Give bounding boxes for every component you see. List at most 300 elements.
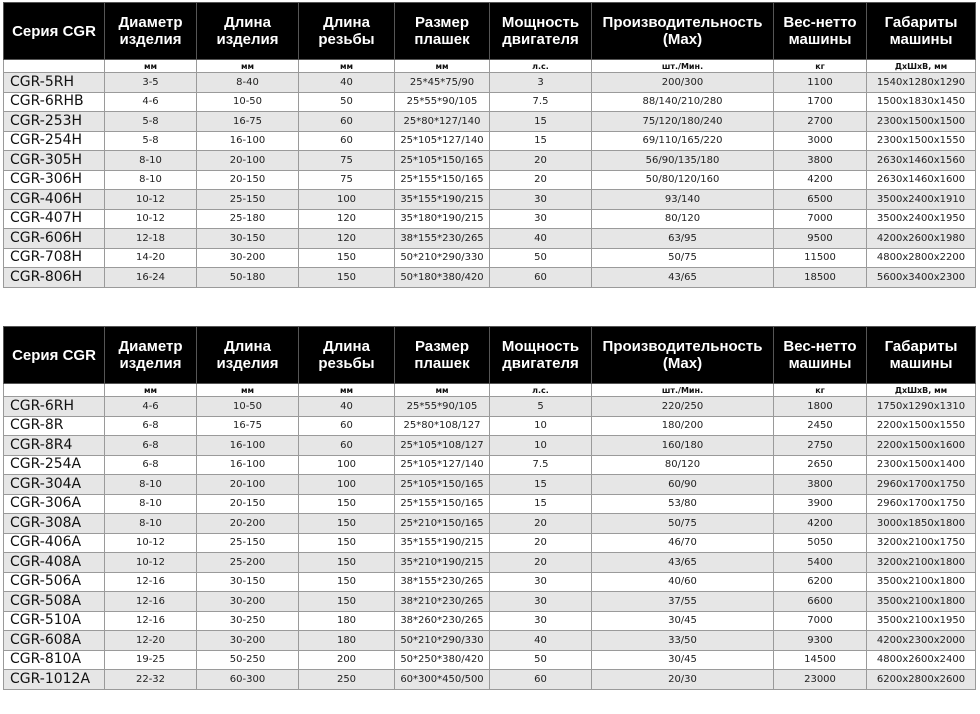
table-row	[4, 151, 976, 171]
unit-diameter: мм	[105, 384, 197, 397]
cell-productivity: 63/95	[592, 229, 774, 249]
cell-productivity: 75/120/180/240	[592, 112, 774, 132]
cell-power: 20	[490, 553, 592, 573]
cell-thread: 40	[299, 73, 395, 93]
cell-productivity: 56/90/135/180	[592, 151, 774, 171]
table-row	[4, 475, 976, 495]
cell-length: 25-180	[197, 209, 299, 229]
cell-dimensions: 4200x2300x2000	[867, 631, 976, 651]
table-body	[4, 73, 976, 288]
cell-productivity: 88/140/210/280	[592, 92, 774, 112]
cell-dimensions: 3500x2100x1800	[867, 592, 976, 612]
unit-productivity: шт./Мин.	[592, 384, 774, 397]
cell-diameter: 4-6	[105, 397, 197, 417]
header-diameter: Диаметр изделия	[105, 327, 197, 384]
cell-productivity: 46/70	[592, 533, 774, 553]
cell-diameter: 6-8	[105, 416, 197, 436]
cell-power: 15	[490, 112, 592, 132]
cell-thread: 75	[299, 151, 395, 171]
cell-thread: 60	[299, 436, 395, 456]
cell-diameter: 8-10	[105, 494, 197, 514]
unit-series	[4, 60, 105, 73]
cell-series: CGR-407H	[4, 209, 105, 229]
cell-thread: 150	[299, 514, 395, 534]
cell-thread: 150	[299, 494, 395, 514]
cell-power: 7.5	[490, 92, 592, 112]
cell-power: 20	[490, 170, 592, 190]
cell-length: 60-300	[197, 670, 299, 690]
cell-die-size: 25*210*150/165	[395, 514, 490, 534]
cell-productivity: 60/90	[592, 475, 774, 495]
header-length: Длина изделия	[197, 327, 299, 384]
unit-length: мм	[197, 60, 299, 73]
cell-length: 16-75	[197, 416, 299, 436]
cell-series: CGR-708H	[4, 248, 105, 268]
table-row	[4, 631, 976, 651]
table-header-row	[4, 327, 976, 384]
cell-net-weight: 2750	[774, 436, 867, 456]
unit-power: л.с.	[490, 384, 592, 397]
table-row	[4, 73, 976, 93]
cell-series: CGR-254A	[4, 455, 105, 475]
cell-diameter: 8-10	[105, 475, 197, 495]
cell-power: 30	[490, 209, 592, 229]
cell-series: CGR-306H	[4, 170, 105, 190]
cell-net-weight: 6500	[774, 190, 867, 210]
cell-net-weight: 5400	[774, 553, 867, 573]
cell-length: 30-150	[197, 572, 299, 592]
cell-productivity: 53/80	[592, 494, 774, 514]
cell-productivity: 50/80/120/160	[592, 170, 774, 190]
cell-productivity: 50/75	[592, 248, 774, 268]
cell-thread: 100	[299, 190, 395, 210]
cell-dimensions: 2300x1500x1400	[867, 455, 976, 475]
cell-series: CGR-5RH	[4, 73, 105, 93]
cell-series: CGR-1012A	[4, 670, 105, 690]
header-dimensions: Габариты машины	[867, 327, 976, 384]
cell-length: 50-180	[197, 268, 299, 288]
table-row	[4, 553, 976, 573]
cell-series: CGR-406H	[4, 190, 105, 210]
header-net-weight: Вес-нетто машины	[774, 327, 867, 384]
table-row	[4, 670, 976, 690]
cell-diameter: 16-24	[105, 268, 197, 288]
cell-length: 8-40	[197, 73, 299, 93]
cell-diameter: 22-32	[105, 670, 197, 690]
cell-diameter: 10-12	[105, 209, 197, 229]
cell-diameter: 12-16	[105, 572, 197, 592]
cell-die-size: 25*45*75/90	[395, 73, 490, 93]
cell-power: 3	[490, 73, 592, 93]
cell-die-size: 25*80*108/127	[395, 416, 490, 436]
header-productivity: Производительность (Max)	[592, 3, 774, 60]
cell-series: CGR-810A	[4, 650, 105, 670]
header-power: Мощность двигателя	[490, 3, 592, 60]
cell-die-size: 25*105*150/165	[395, 151, 490, 171]
cell-diameter: 12-20	[105, 631, 197, 651]
cell-productivity: 43/65	[592, 553, 774, 573]
cell-die-size: 25*105*150/165	[395, 475, 490, 495]
table-row	[4, 494, 976, 514]
cell-die-size: 25*55*90/105	[395, 397, 490, 417]
table-row	[4, 397, 976, 417]
cell-productivity: 20/30	[592, 670, 774, 690]
cell-net-weight: 1700	[774, 92, 867, 112]
cell-die-size: 60*300*450/500	[395, 670, 490, 690]
cell-die-size: 25*55*90/105	[395, 92, 490, 112]
cell-productivity: 160/180	[592, 436, 774, 456]
cell-dimensions: 5600x3400x2300	[867, 268, 976, 288]
cell-series: CGR-304A	[4, 475, 105, 495]
header-thread: Длина резьбы	[299, 327, 395, 384]
unit-power: л.с.	[490, 60, 592, 73]
cell-length: 20-150	[197, 170, 299, 190]
cell-die-size: 25*105*108/127	[395, 436, 490, 456]
cell-diameter: 8-10	[105, 151, 197, 171]
unit-die-size: мм	[395, 60, 490, 73]
cell-series: CGR-305H	[4, 151, 105, 171]
cell-thread: 100	[299, 455, 395, 475]
cell-thread: 250	[299, 670, 395, 690]
unit-thread: мм	[299, 384, 395, 397]
cell-diameter: 6-8	[105, 436, 197, 456]
cell-diameter: 4-6	[105, 92, 197, 112]
cell-series: CGR-506A	[4, 572, 105, 592]
table-row	[4, 572, 976, 592]
cell-thread: 150	[299, 572, 395, 592]
cell-dimensions: 1500x1830x1450	[867, 92, 976, 112]
header-series: Серия CGR	[4, 327, 105, 384]
cell-thread: 180	[299, 611, 395, 631]
cell-diameter: 12-18	[105, 229, 197, 249]
cell-net-weight: 9500	[774, 229, 867, 249]
header-die-size: Размер плашек	[395, 3, 490, 60]
cell-power: 60	[490, 670, 592, 690]
table-units-row	[4, 60, 976, 73]
cell-thread: 60	[299, 112, 395, 132]
cell-length: 20-100	[197, 475, 299, 495]
unit-thread: мм	[299, 60, 395, 73]
cell-length: 16-100	[197, 131, 299, 151]
cell-length: 30-200	[197, 631, 299, 651]
cell-net-weight: 11500	[774, 248, 867, 268]
cell-power: 15	[490, 475, 592, 495]
unit-dimensions: ДхШхВ, мм	[867, 60, 976, 73]
cell-thread: 120	[299, 229, 395, 249]
cell-diameter: 5-8	[105, 112, 197, 132]
cell-power: 15	[490, 131, 592, 151]
header-power: Мощность двигателя	[490, 327, 592, 384]
cell-series: CGR-306A	[4, 494, 105, 514]
cell-power: 20	[490, 533, 592, 553]
cell-power: 30	[490, 190, 592, 210]
cell-thread: 60	[299, 416, 395, 436]
cell-die-size: 38*210*230/265	[395, 592, 490, 612]
unit-length: мм	[197, 384, 299, 397]
cell-dimensions: 2200x1500x1600	[867, 436, 976, 456]
cell-dimensions: 4800x2600x2400	[867, 650, 976, 670]
cell-dimensions: 4200x2600x1980	[867, 229, 976, 249]
cell-net-weight: 2650	[774, 455, 867, 475]
spec-table-2	[3, 326, 976, 690]
spec-table-1	[3, 2, 976, 288]
cell-dimensions: 2300x1500x1550	[867, 131, 976, 151]
cell-thread: 120	[299, 209, 395, 229]
cell-length: 25-150	[197, 190, 299, 210]
cell-power: 50	[490, 248, 592, 268]
cell-productivity: 80/120	[592, 209, 774, 229]
cell-net-weight: 14500	[774, 650, 867, 670]
cell-length: 20-150	[197, 494, 299, 514]
cell-power: 30	[490, 572, 592, 592]
header-die-size: Размер плашек	[395, 327, 490, 384]
cell-length: 30-200	[197, 248, 299, 268]
cell-series: CGR-253H	[4, 112, 105, 132]
cell-power: 15	[490, 494, 592, 514]
cell-diameter: 14-20	[105, 248, 197, 268]
cell-power: 40	[490, 229, 592, 249]
cell-thread: 150	[299, 533, 395, 553]
cell-length: 10-50	[197, 397, 299, 417]
cell-power: 5	[490, 397, 592, 417]
cell-diameter: 12-16	[105, 592, 197, 612]
cell-diameter: 6-8	[105, 455, 197, 475]
cell-die-size: 38*260*230/265	[395, 611, 490, 631]
cell-length: 50-250	[197, 650, 299, 670]
table-row	[4, 92, 976, 112]
cell-dimensions: 3000x1850x1800	[867, 514, 976, 534]
cell-net-weight: 1800	[774, 397, 867, 417]
cell-die-size: 35*180*190/215	[395, 209, 490, 229]
cell-diameter: 10-12	[105, 533, 197, 553]
cell-thread: 75	[299, 170, 395, 190]
cell-productivity: 33/50	[592, 631, 774, 651]
cell-series: CGR-406A	[4, 533, 105, 553]
cell-dimensions: 2200x1500x1550	[867, 416, 976, 436]
cell-length: 16-75	[197, 112, 299, 132]
cell-die-size: 50*180*380/420	[395, 268, 490, 288]
cell-productivity: 69/110/165/220	[592, 131, 774, 151]
cell-net-weight: 3000	[774, 131, 867, 151]
cell-length: 16-100	[197, 455, 299, 475]
cell-diameter: 10-12	[105, 190, 197, 210]
table-row	[4, 268, 976, 288]
cell-dimensions: 6200x2800x2600	[867, 670, 976, 690]
cell-power: 30	[490, 592, 592, 612]
cell-power: 7.5	[490, 455, 592, 475]
table-row	[4, 514, 976, 534]
cell-diameter: 10-12	[105, 553, 197, 573]
cell-series: CGR-806H	[4, 268, 105, 288]
table-row	[4, 131, 976, 151]
cell-thread: 150	[299, 553, 395, 573]
cell-thread: 200	[299, 650, 395, 670]
cell-length: 10-50	[197, 92, 299, 112]
table-body	[4, 397, 976, 690]
cell-net-weight: 7000	[774, 611, 867, 631]
cell-diameter: 5-8	[105, 131, 197, 151]
cell-dimensions: 2630x1460x1600	[867, 170, 976, 190]
cell-dimensions: 3500x2400x1910	[867, 190, 976, 210]
cell-net-weight: 18500	[774, 268, 867, 288]
cell-length: 30-150	[197, 229, 299, 249]
cell-diameter: 8-10	[105, 170, 197, 190]
cell-power: 20	[490, 151, 592, 171]
cell-power: 30	[490, 611, 592, 631]
cell-thread: 60	[299, 131, 395, 151]
cell-thread: 50	[299, 92, 395, 112]
cell-diameter: 19-25	[105, 650, 197, 670]
cell-net-weight: 7000	[774, 209, 867, 229]
table-row	[4, 592, 976, 612]
cell-productivity: 80/120	[592, 455, 774, 475]
table-row	[4, 190, 976, 210]
cell-dimensions: 3200x2100x1750	[867, 533, 976, 553]
cell-thread: 150	[299, 268, 395, 288]
cell-thread: 100	[299, 475, 395, 495]
header-net-weight: Вес-нетто машины	[774, 3, 867, 60]
header-dimensions: Габариты машины	[867, 3, 976, 60]
cell-dimensions: 3500x2100x1800	[867, 572, 976, 592]
cell-productivity: 93/140	[592, 190, 774, 210]
cell-thread: 150	[299, 592, 395, 612]
cell-productivity: 30/45	[592, 611, 774, 631]
cell-thread: 180	[299, 631, 395, 651]
unit-diameter: мм	[105, 60, 197, 73]
cell-productivity: 30/45	[592, 650, 774, 670]
table-row	[4, 248, 976, 268]
cell-thread: 40	[299, 397, 395, 417]
header-productivity: Производительность (Max)	[592, 327, 774, 384]
cell-dimensions: 2960x1700x1750	[867, 494, 976, 514]
cell-die-size: 50*210*290/330	[395, 631, 490, 651]
unit-die-size: мм	[395, 384, 490, 397]
cell-series: CGR-308A	[4, 514, 105, 534]
cell-dimensions: 3200x2100x1800	[867, 553, 976, 573]
cell-die-size: 50*250*380/420	[395, 650, 490, 670]
cell-dimensions: 3500x2400x1950	[867, 209, 976, 229]
table-row	[4, 650, 976, 670]
table-row	[4, 611, 976, 631]
cell-productivity: 220/250	[592, 397, 774, 417]
table-row	[4, 170, 976, 190]
table-row	[4, 436, 976, 456]
cell-net-weight: 9300	[774, 631, 867, 651]
cell-net-weight: 23000	[774, 670, 867, 690]
cell-series: CGR-8R4	[4, 436, 105, 456]
cell-dimensions: 4800x2800x2200	[867, 248, 976, 268]
cell-series: CGR-6RHB	[4, 92, 105, 112]
cell-productivity: 40/60	[592, 572, 774, 592]
cell-net-weight: 2700	[774, 112, 867, 132]
cell-die-size: 25*80*127/140	[395, 112, 490, 132]
cell-dimensions: 1750x1290x1310	[867, 397, 976, 417]
cell-diameter: 8-10	[105, 514, 197, 534]
cell-power: 20	[490, 514, 592, 534]
table-row	[4, 455, 976, 475]
cell-series: CGR-254H	[4, 131, 105, 151]
unit-productivity: шт./Мин.	[592, 60, 774, 73]
cell-dimensions: 1540x1280x1290	[867, 73, 976, 93]
table-header-row	[4, 3, 976, 60]
cell-dimensions: 2960x1700x1750	[867, 475, 976, 495]
cell-length: 20-200	[197, 514, 299, 534]
cell-power: 10	[490, 416, 592, 436]
cell-die-size: 38*155*230/265	[395, 229, 490, 249]
cell-net-weight: 2450	[774, 416, 867, 436]
cell-net-weight: 6600	[774, 592, 867, 612]
unit-dimensions: ДхШхВ, мм	[867, 384, 976, 397]
cell-net-weight: 3800	[774, 475, 867, 495]
cell-net-weight: 4200	[774, 170, 867, 190]
cell-die-size: 25*105*127/140	[395, 131, 490, 151]
cell-net-weight: 1100	[774, 73, 867, 93]
cell-series: CGR-606H	[4, 229, 105, 249]
cell-net-weight: 5050	[774, 533, 867, 553]
cell-dimensions: 2630x1460x1560	[867, 151, 976, 171]
cell-net-weight: 6200	[774, 572, 867, 592]
cell-series: CGR-510A	[4, 611, 105, 631]
cell-die-size: 50*210*290/330	[395, 248, 490, 268]
cell-length: 20-100	[197, 151, 299, 171]
cell-series: CGR-408A	[4, 553, 105, 573]
cell-die-size: 25*155*150/165	[395, 494, 490, 514]
header-thread: Длина резьбы	[299, 3, 395, 60]
cell-length: 16-100	[197, 436, 299, 456]
cell-power: 40	[490, 631, 592, 651]
cell-diameter: 12-16	[105, 611, 197, 631]
cell-net-weight: 3800	[774, 151, 867, 171]
cell-series: CGR-608A	[4, 631, 105, 651]
cell-dimensions: 3500x2100x1950	[867, 611, 976, 631]
cell-length: 30-200	[197, 592, 299, 612]
table-row	[4, 416, 976, 436]
cell-productivity: 37/55	[592, 592, 774, 612]
cell-productivity: 50/75	[592, 514, 774, 534]
header-series: Серия CGR	[4, 3, 105, 60]
cell-series: CGR-8R	[4, 416, 105, 436]
cell-power: 60	[490, 268, 592, 288]
cell-die-size: 25*155*150/165	[395, 170, 490, 190]
cell-length: 25-150	[197, 533, 299, 553]
unit-net-weight: кг	[774, 60, 867, 73]
cell-series: CGR-508A	[4, 592, 105, 612]
cell-die-size: 35*210*190/215	[395, 553, 490, 573]
cell-power: 10	[490, 436, 592, 456]
cell-thread: 150	[299, 248, 395, 268]
cell-diameter: 3-5	[105, 73, 197, 93]
cell-productivity: 43/65	[592, 268, 774, 288]
cell-length: 25-200	[197, 553, 299, 573]
cell-productivity: 180/200	[592, 416, 774, 436]
cell-productivity: 200/300	[592, 73, 774, 93]
table-row	[4, 209, 976, 229]
unit-series	[4, 384, 105, 397]
cell-die-size: 35*155*190/215	[395, 190, 490, 210]
cell-series: CGR-6RH	[4, 397, 105, 417]
table-row	[4, 229, 976, 249]
table-units-row	[4, 384, 976, 397]
header-diameter: Диаметр изделия	[105, 3, 197, 60]
cell-die-size: 38*155*230/265	[395, 572, 490, 592]
unit-net-weight: кг	[774, 384, 867, 397]
table-row	[4, 112, 976, 132]
header-length: Длина изделия	[197, 3, 299, 60]
cell-length: 30-250	[197, 611, 299, 631]
cell-net-weight: 3900	[774, 494, 867, 514]
table-row	[4, 533, 976, 553]
cell-net-weight: 4200	[774, 514, 867, 534]
